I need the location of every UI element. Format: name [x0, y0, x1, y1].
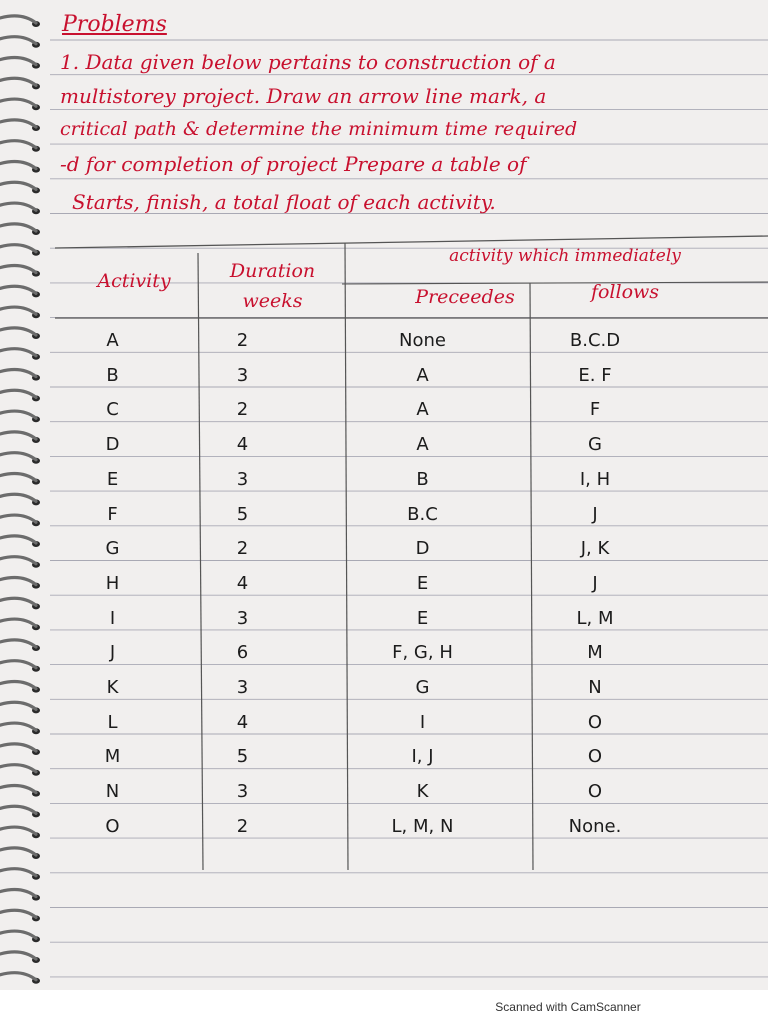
cell-duration: 2 — [236, 330, 249, 351]
cell-follows: N — [588, 677, 602, 698]
cell-precedes: L, M, N — [391, 815, 454, 837]
col-header-activity: Activity — [97, 270, 171, 292]
cell-activity: O — [105, 815, 120, 837]
cell-duration: 2 — [236, 399, 249, 421]
cell-follows: L, M — [576, 607, 614, 629]
cell-precedes: A — [416, 364, 429, 386]
cell-follows: B.C.D — [569, 330, 621, 351]
problem-line-3: critical path & determine the minimum time required — [60, 118, 578, 140]
cell-precedes: None — [399, 330, 446, 351]
problem-line-1: 1. Data given below pertains to construction of a — [60, 50, 556, 74]
cell-duration: 2 — [236, 815, 249, 837]
cell-activity: F — [107, 503, 118, 525]
col-header-follows: follows — [590, 281, 660, 303]
col-header-precedes: Preceedes — [415, 286, 515, 308]
cell-duration: 6 — [236, 642, 249, 664]
cell-follows: J — [592, 503, 598, 525]
cell-follows: O — [587, 746, 603, 768]
col-header-duration-unit: weeks — [242, 290, 303, 312]
cell-follows: O — [587, 781, 603, 803]
cell-duration: 3 — [236, 364, 249, 386]
cell-follows: I, H — [579, 468, 611, 490]
cell-precedes: D — [415, 538, 430, 560]
cell-activity: I — [109, 607, 116, 629]
cell-activity: C — [106, 399, 119, 421]
cell-follows: F — [589, 399, 601, 421]
cell-activity: K — [106, 677, 119, 698]
cell-precedes: B — [416, 468, 429, 490]
cell-activity: N — [105, 781, 120, 803]
cell-duration: 3 — [236, 607, 249, 629]
col-header-duration: Duration — [229, 260, 316, 282]
cell-activity: J — [109, 642, 116, 664]
footer-text: Scanned with CamScanner — [495, 1000, 641, 1014]
cell-duration: 3 — [236, 677, 249, 698]
cell-activity: M — [104, 746, 121, 768]
cell-duration: 5 — [236, 503, 249, 525]
cell-precedes: E — [416, 607, 429, 629]
problem-line-2: multistorey project. Draw an arrow line mark, a — [60, 84, 547, 108]
cell-duration: 4 — [236, 711, 249, 733]
cell-duration: 2 — [236, 538, 249, 560]
cell-activity: L — [107, 711, 118, 733]
spiral-binding — [0, 0, 60, 990]
cell-activity: E — [106, 468, 119, 490]
scanner-footer — [0, 1000, 768, 1014]
cell-follows: O — [587, 711, 603, 733]
problems-heading: Problems — [62, 12, 167, 37]
cell-precedes: B.C — [407, 503, 438, 525]
cell-activity: D — [105, 434, 120, 456]
cell-activity: B — [106, 364, 119, 386]
cell-precedes: I, J — [411, 746, 434, 768]
cell-precedes: E — [416, 572, 429, 594]
cell-follows: E. F — [578, 364, 612, 386]
cell-precedes: A — [416, 399, 429, 421]
cell-duration: 3 — [236, 468, 249, 490]
col-group-header: activity which immediately — [449, 246, 681, 266]
cell-precedes: F, G, H — [392, 642, 453, 664]
cell-follows: J — [592, 572, 598, 594]
cell-precedes: I — [419, 711, 426, 733]
cell-activity: G — [105, 538, 120, 560]
problem-line-4: -d for completion of project Prepare a table of — [60, 152, 527, 176]
cell-activity: H — [105, 572, 120, 594]
cell-follows: None. — [568, 815, 622, 837]
cell-duration: 3 — [236, 781, 249, 803]
cell-precedes: A — [416, 434, 429, 456]
cell-activity: A — [106, 330, 119, 351]
cell-duration: 4 — [236, 434, 249, 456]
cell-precedes: G — [415, 677, 430, 698]
cell-duration: 4 — [236, 572, 249, 594]
cell-precedes: K — [416, 781, 429, 803]
cell-duration: 5 — [236, 746, 249, 768]
cell-follows: G — [588, 434, 602, 456]
problem-line-5: Starts, finish, a total float of each activity. — [72, 190, 496, 214]
cell-follows: M — [587, 642, 603, 664]
cell-follows: J, K — [580, 538, 610, 560]
